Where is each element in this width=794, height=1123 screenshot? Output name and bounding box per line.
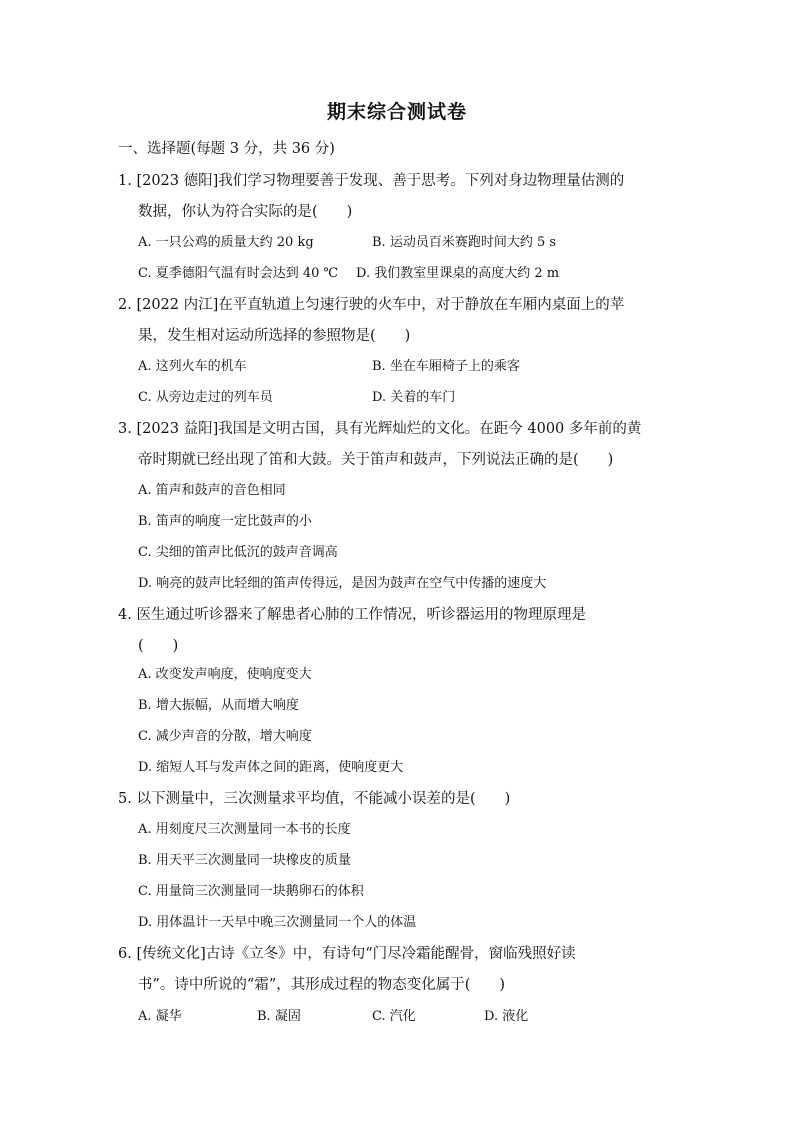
page-title: 期末综合测试卷 (326, 101, 467, 123)
q5-option-b: B. 用天平三次测量同一块橡皮的质量 (138, 853, 351, 868)
q3-option-c: C. 尖细的笛声比低沉的鼓声音调高 (138, 545, 338, 560)
q3-option-d: D. 响亮的鼓声比轻细的笛声传得远，是因为鼓声在空气中传播的速度大 (138, 576, 547, 591)
q1-option-c: C. 夏季德阳气温有时会达到 40 ℃ (138, 266, 339, 281)
q2-stem-line2: 果，发生相对运动所选择的参照物是( ) (138, 328, 411, 344)
q6-option-c: C. 汽化 (372, 1009, 416, 1024)
q1-option-a: A. 一只公鸡的质量大约 20 kg (138, 235, 314, 250)
q5-option-c: C. 用量筒三次测量同一块鹅卵石的体积 (138, 884, 364, 899)
q6-option-b: B. 凝固 (257, 1009, 301, 1024)
q5-option-d: D. 用体温计一天早中晚三次测量同一个人的体温 (138, 915, 417, 930)
q6-option-d: D. 液化 (484, 1009, 529, 1024)
q3-stem-line1: 3. [2023 益阳]我国是文明古国，具有光辉灿烂的文化。在距今 4000 多年前的黄 (118, 421, 642, 437)
q5-option-a: A. 用刻度尺三次测量同一本书的长度 (138, 822, 351, 837)
q6-stem-line1: 6. [传统文化]古诗《立冬》中，有诗句“门尽冷霜能醒骨，窗临残照好读 (118, 946, 576, 962)
q4-option-d: D. 缩短人耳与发声体之间的距离，使响度更大 (138, 760, 404, 775)
q3-stem-line2: 帝时期就已经出现了笛和大鼓。关于笛声和鼓声，下列说法正确的是( ) (138, 452, 614, 468)
q2-option-b: B. 坐在车厢椅子上的乘客 (372, 359, 520, 374)
q1-stem-line1: 1. [2023 德阳]我们学习物理要善于发现、善于思考。下列对身边物理量估测的 (118, 173, 625, 189)
q2-stem-line1: 2. [2022 内江]在平直轨道上匀速行驶的火车中，对于静放在车厢内桌面上的苹 (118, 297, 625, 313)
q6-stem-line2: 书”。诗中所说的“霜”，其形成过程的物态变化属于( ) (138, 977, 506, 993)
q2-option-c: C. 从旁边走过的列车员 (138, 390, 273, 405)
q1-option-b: B. 运动员百米赛跑时间大约 5 s (372, 235, 557, 250)
section-heading: 一、选择题(每题 3 分，共 36 分) (118, 141, 335, 157)
q4-stem-line2: ( ) (138, 638, 179, 654)
q3-option-b: B. 笛声的响度一定比鼓声的小 (138, 514, 312, 529)
q1-option-d: D. 我们教室里课桌的高度大约 2 m (356, 266, 560, 281)
q4-option-b: B. 增大振幅，从而增大响度 (138, 698, 299, 713)
q4-option-a: A. 改变发声响度，使响度变大 (138, 667, 312, 682)
q4-option-c: C. 减少声音的分散，增大响度 (138, 729, 312, 744)
q3-option-a: A. 笛声和鼓声的音色相同 (138, 483, 286, 498)
q2-option-d: D. 关着的车门 (372, 390, 456, 405)
q6-option-a: A. 凝华 (138, 1009, 182, 1024)
q5-stem-line1: 5. 以下测量中，三次测量求平均值，不能减小误差的是( ) (118, 791, 511, 807)
q1-stem-line2: 数据，你认为符合实际的是( ) (138, 204, 353, 220)
q4-stem-line1: 4. 医生通过听诊器来了解患者心肺的工作情况，听诊器运用的物理原理是 (118, 607, 586, 623)
q2-option-a: A. 这列火车的机车 (138, 359, 247, 374)
